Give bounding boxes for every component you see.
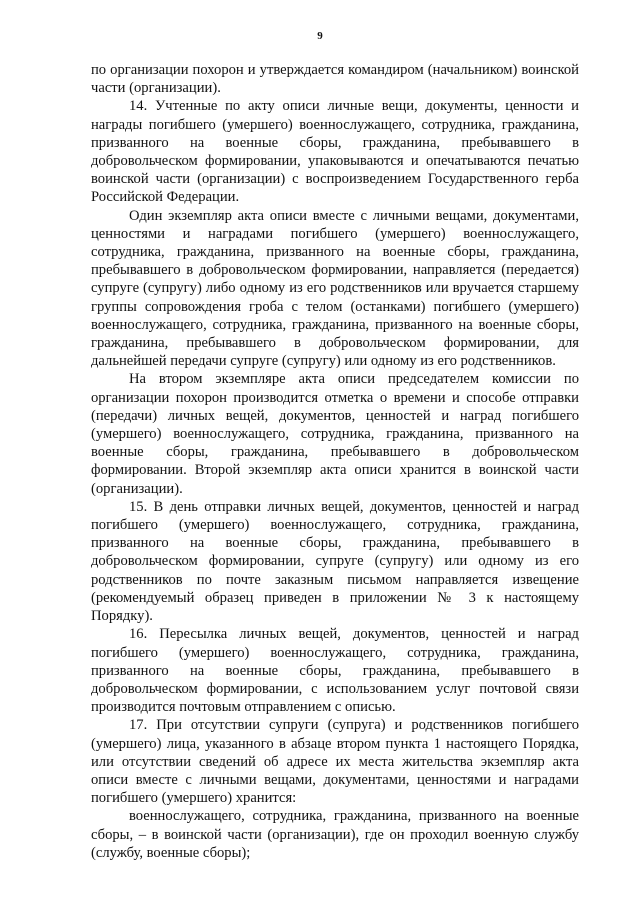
paragraph-item-14: 14. Учтенные по акту описи личные вещи, документы, ценности и награды погибшего (умершего) военнослужащего, сотрудника, гражданина, призванного на военные сборы, гражданина, пребывавшего в добровольческом формировании, упаковываются и опечатываются печатью воинской части (организации) с воспроизведением Государственного герба Российской Федерации. — [91, 98, 579, 206]
paragraph-item-15: 15. В день отправки личных вещей, документов, ценностей и наград погибшего (умершего) военнослужащего, сотрудника, гражданина, призванного на военные сборы, гражданина, пребывавшего в добровольческом формировании, супруге (супругу) или одному из его родственников по почте заказным письмом направляется извещение (рекомендуемый образец приведен в приложении № 3 к настоящему Порядку). — [91, 498, 579, 625]
paragraph-item-16: 16. Пересылка личных вещей, документов, ценностей и наград погибшего (умершего) военнослужащего, сотрудника, гражданина, призванного на военные сборы, гражданина, пребывавшего в добровольческом формировании, с использованием услуг почтовой связи производится почтовым отправлением с описью. — [91, 626, 579, 716]
paragraph-item-17-subclause: военнослужащего, сотрудника, гражданина, призванного на военные сборы, – в воинской части (организации), где он проходил военную службу (службу, военные сборы); — [91, 808, 579, 861]
document-body — [91, 61, 579, 862]
paragraph-item-17: 17. При отсутствии супруги (супруга) и родственников погибшего (умершего) лица, указанного в абзаце втором пункта 1 настоящего Порядка, или отсутствии сведений об адресе их места жительства экземпляр акта описи вместе с личными вещами, документами, ценностями и наградами погибшего (умершего) хранится: — [91, 717, 579, 807]
paragraph-second-copy: На втором экземпляре акта описи председателем комиссии по организации похорон производится отметка о времени и способе отправки (передачи) личных вещей, документов, ценностей и наград погибшего (умершего) военнослужащего, сотрудника, гражданина, призванного на военные сборы, гражданина, пребывавшего в добровольческом формировании. Второй экземпляр акта описи хранится в воинской части (организации). — [91, 371, 579, 497]
paragraph-first-copy: Один экземпляр акта описи вместе с личными вещами, документами, ценностями и наградами погибшего (умершего) военнослужащего, сотрудника, гражданина, призванного на военные сборы, гражданина, пребывавшего в добровольческом формировании, направляется (передается) супруге (супругу) либо одному из его родственников или вручается старшему группы сопровождения гроба с телом (останками) погибшего (умершего) военнослужащего, сотрудника, гражданина, призванного на военные сборы, гражданина, пребывавшего в добровольческом формировании, для дальнейшей передачи супруге (супругу) или одному из его родственников. — [91, 207, 579, 370]
page-number: 9 — [317, 30, 323, 42]
paragraph-continuation: по организации похорон и утверждается командиром (начальником) воинской части (организации). — [91, 62, 579, 97]
